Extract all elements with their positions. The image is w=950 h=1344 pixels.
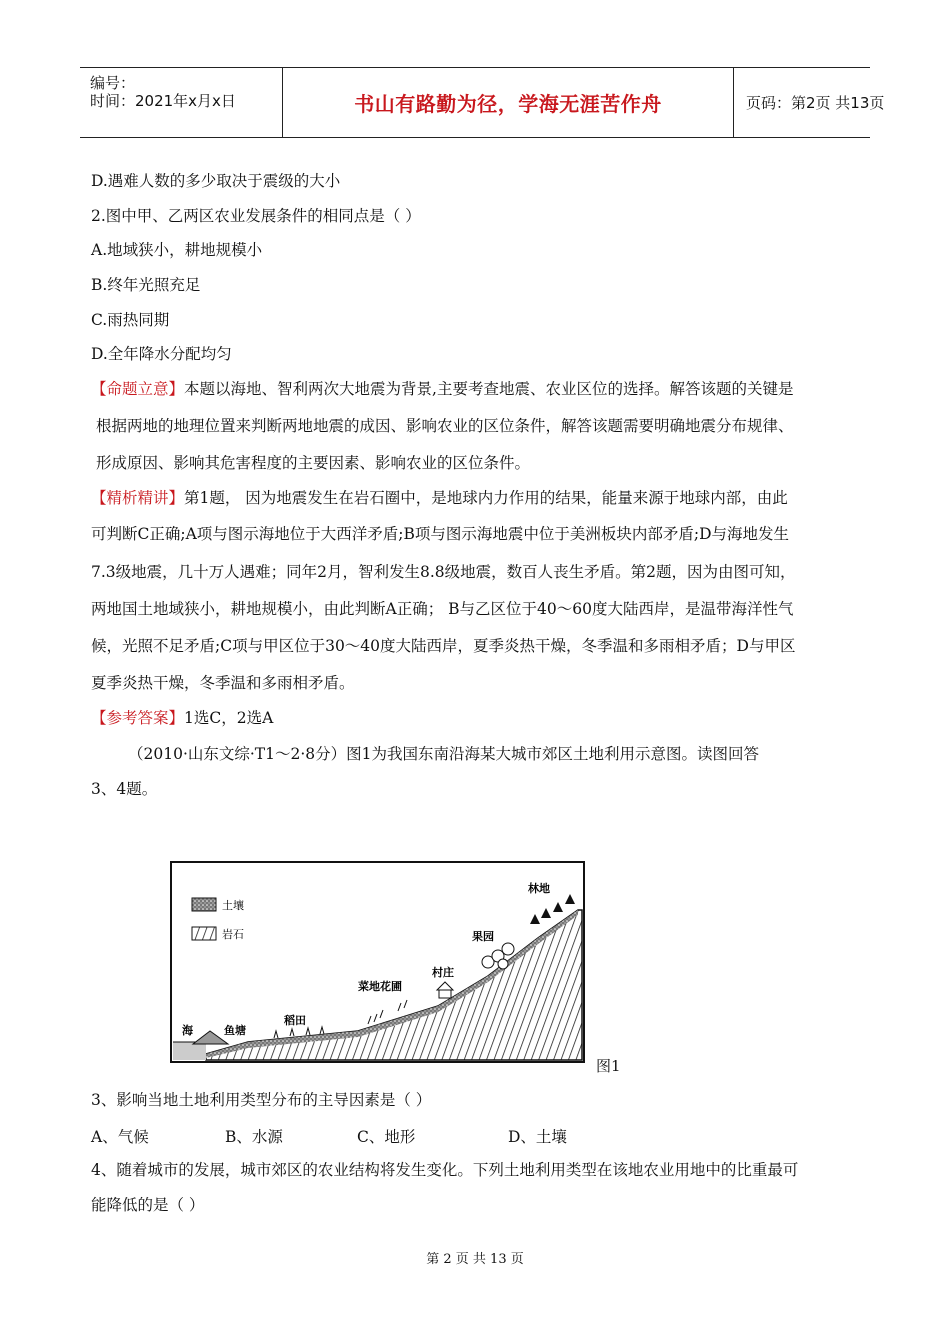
answer-tag: 【参考答案】 <box>91 709 185 727</box>
header-page-cell <box>734 68 885 137</box>
option-d-q3: D、土壤 <box>508 1128 567 1146</box>
page-info: 页码：第2页 共13页 <box>746 94 885 112</box>
option-d-q2: D.全年降水分配均匀 <box>91 345 232 363</box>
land-use-figure <box>158 856 598 1068</box>
legend-soil-label: 土壤 <box>222 899 244 912</box>
question-2: 2.图中甲、乙两区农业发展条件的相同点是（ ） <box>91 207 421 225</box>
option-d-q1: D.遇难人数的多少取决于震级的大小 <box>91 172 341 190</box>
analysis-line5: 候，光照不足矛盾;C项与甲区位于30～40度大陆西岸，夏季炎热干燥，冬季温和多雨相矛盾；D与甲区 <box>91 637 796 655</box>
analysis-tag: 【精析精讲】 <box>91 489 185 507</box>
option-b-q2: B.终年光照充足 <box>91 276 201 294</box>
analysis-text: 第1题， 因为地震发生在岩石圈中，是地球内力作用的结果，能量来源于地球内部，由此 <box>184 489 788 507</box>
question-3: 3、影响当地土地利用类型分布的主导因素是（ ） <box>91 1091 432 1109</box>
label-fishpond: 鱼塘 <box>224 1024 246 1037</box>
source-line1: （2010·山东文综·T1～2·8分）图1为我国东南沿海某大城市郊区土地利用示意图。读图回答 <box>128 745 760 763</box>
intent-paragraph-line3: 形成原因、影响其危害程度的主要因素、影响农业的区位条件。 <box>96 454 531 472</box>
answer-line <box>91 708 273 728</box>
label-paddy: 稻田 <box>284 1014 306 1027</box>
intent-paragraph-line2: 根据两地的地理位置来判断两地地震的成因、影响农业的区位条件，解答该题需要明确地震分布规律、 <box>96 417 794 435</box>
source-line2: 3、4题。 <box>91 780 158 798</box>
option-c-q3: C、地形 <box>357 1128 416 1146</box>
option-a-q3: A、气候 <box>91 1128 149 1146</box>
village-house <box>437 982 453 998</box>
sea-area <box>173 1042 206 1060</box>
analysis-line6: 夏季炎热干燥，冬季温和多雨相矛盾。 <box>91 674 355 692</box>
label-orchard: 果园 <box>472 930 494 943</box>
label-forest: 林地 <box>528 882 550 895</box>
doc-date-label: 时间：2021年x月x日 <box>90 92 236 110</box>
analysis-line2: 可判断C正确;A项与图示海地位于大西洋矛盾;B项与图示海地震中位于美洲板块内部矛盾;D与海地发生 <box>91 525 790 543</box>
page-footer: 第 2 页 共 13 页 <box>426 1252 524 1267</box>
question-4-line2: 能降低的是（ ） <box>91 1196 205 1214</box>
question-4-line1: 4、随着城市的发展，城市郊区的农业结构将发生变化。下列土地利用类型在该地农业用地中的比重最可 <box>91 1161 799 1179</box>
intent-text: 本题以海地、智利两次大地震为背景,主要考查地震、农业区位的选择。解答该题的关键是 <box>184 380 794 398</box>
option-b-q3: B、水源 <box>225 1128 283 1146</box>
header-table <box>80 67 885 138</box>
label-village: 村庄 <box>432 966 454 979</box>
header-left-cell <box>80 68 282 137</box>
intent-paragraph-line1 <box>91 379 793 399</box>
label-sea: 海 <box>182 1024 193 1037</box>
doc-number-label: 编号： <box>90 74 136 92</box>
analysis-line4: 两地国土地域狭小，耕地规模小，由此判断A正确； B与乙区位于40～60度大陆西岸，是温带海洋性气 <box>91 600 794 618</box>
question-3-options <box>91 1125 691 1147</box>
fishpond-mound <box>193 1031 228 1044</box>
legend-rock-label: 岩石 <box>222 928 244 941</box>
analysis-line3: 7.3级地震，几十万人遇难；同年2月，智利发生8.8级地震，数百人丧生矛盾。第2题，因为由图可知， <box>91 563 796 581</box>
intent-tag: 【命题立意】 <box>91 380 185 398</box>
figure-caption: 图1 <box>596 1057 621 1075</box>
label-vegflower: 菜地花圃 <box>358 980 402 993</box>
option-a-q2: A.地域狭小，耕地规模小 <box>91 241 263 259</box>
analysis-line1 <box>91 488 788 508</box>
legend-soil-swatch <box>192 898 216 911</box>
answer-text: 1选C，2选A <box>184 709 274 727</box>
motto: 书山有路勤为径，学海无涯苦作舟 <box>354 92 662 116</box>
option-c-q2: C.雨热同期 <box>91 311 170 329</box>
legend-rock-swatch <box>192 927 216 940</box>
header-motto-cell <box>282 68 734 137</box>
